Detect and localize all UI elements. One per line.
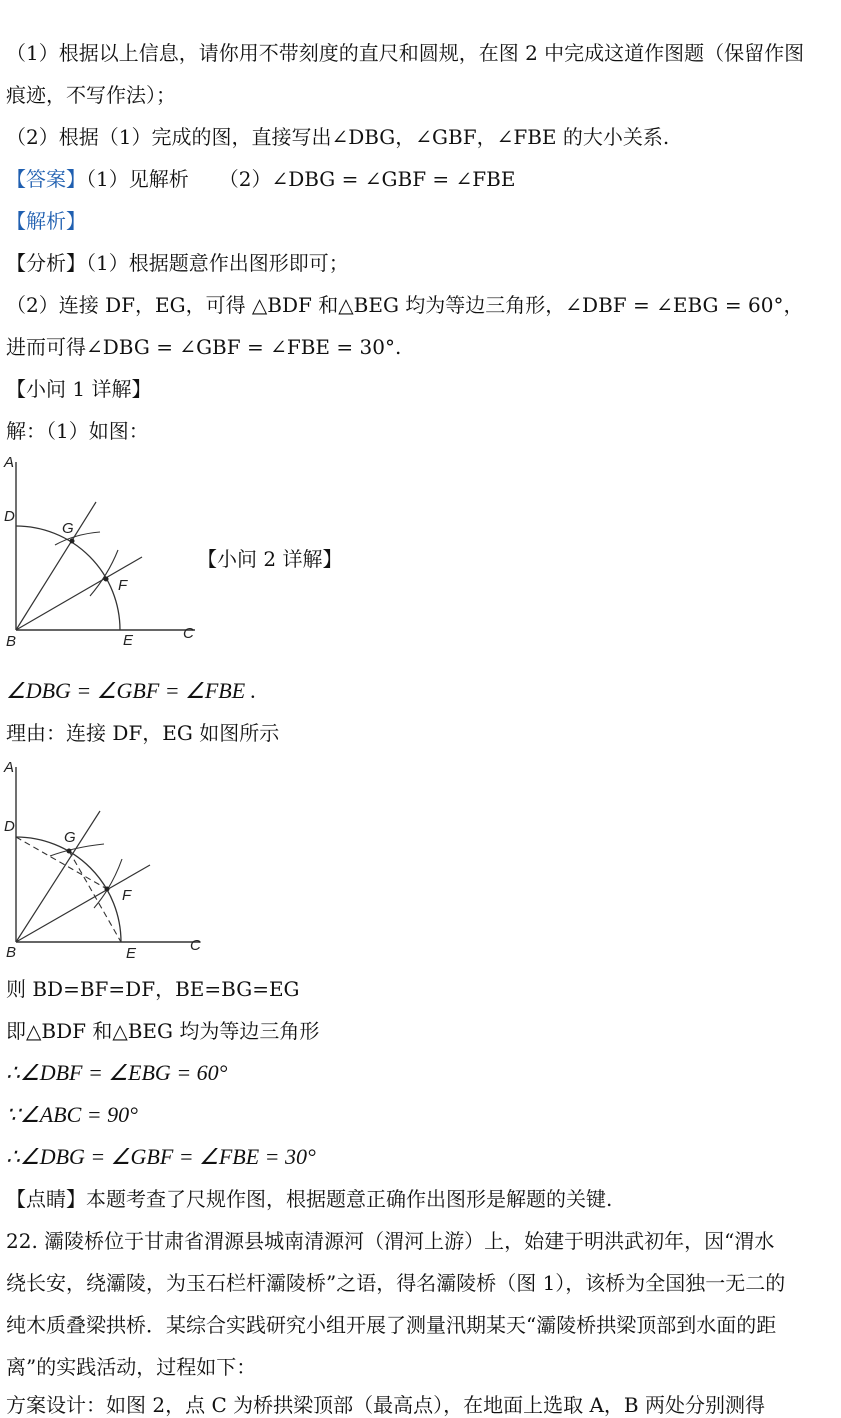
question-part-2: （2）根据（1）完成的图，直接写出∠DBG，∠GBF，∠FBE 的大小关系. <box>6 125 670 149</box>
analysis-part-1: 【分析】（1）根据题意作出图形即可； <box>6 251 349 275</box>
answer-tag: 【答案】 <box>6 167 86 191</box>
question-22-line-2: 绕长安，绕灞陵，为玉石栏杆灞陵桥”之语，得名灞陵桥（图 1），该桥为全国独一无二的 <box>6 1271 786 1295</box>
fig2-label-g: G <box>64 829 76 846</box>
fig1-label-f: F <box>118 577 128 594</box>
fig2-label-f: F <box>122 887 132 904</box>
question-22-line-5: 方案设计：如图 2，点 C 为桥拱梁顶部（最高点），在地面上选取 A，B 两处分别测得 <box>6 1393 765 1417</box>
equal-segments: 则 BD=BF=DF，BE=BG=EG <box>6 977 300 1001</box>
question-22-line-1: 22. 灞陵桥位于甘肃省渭源县城南清源河（渭河上游）上，始建于明洪武初年，因“渭水 <box>6 1229 775 1253</box>
fig2-label-e: E <box>126 945 137 962</box>
fig1-label-g: G <box>62 520 74 537</box>
answer-line <box>6 166 515 192</box>
fig1-label-e: E <box>123 632 134 649</box>
equilateral-triangles: 即△BDF 和△BEG 均为等边三角形 <box>6 1019 320 1043</box>
step-right-angle: ∵∠ABC = 90° <box>6 1102 138 1127</box>
answer-text: （1）见解析 （2）∠DBG = ∠GBF = ∠FBE <box>86 167 516 191</box>
step-angles-30: ∴∠DBG = ∠GBF = ∠FBE = 30° <box>6 1144 316 1169</box>
subquestion-2-result: ∠DBG = ∠GBF = ∠FBE . <box>6 678 257 703</box>
solution-intro: 解：（1）如图： <box>6 419 149 443</box>
question-22-line-4: 离”的实践活动，过程如下： <box>6 1355 257 1379</box>
analysis-conclusion: 进而可得∠DBG = ∠GBF = ∠FBE = 30°. <box>6 335 402 359</box>
fig1-label-a: A <box>4 454 15 471</box>
fig1-label-c: C <box>183 625 194 642</box>
subquestion-1-heading: 【小问 1 详解】 <box>6 377 152 401</box>
step-angles-60: ∴∠DBF = ∠EBG = 60° <box>6 1060 228 1085</box>
fig2-label-c: C <box>190 937 201 954</box>
question-22-line-3: 纯木质叠梁拱桥．某综合实践研究小组开展了测量汛期某天“灞陵桥拱梁顶部到水面的距 <box>6 1313 777 1337</box>
subquestion-2-heading: 【小问 2 详解】 <box>197 547 343 571</box>
construction-figure-1 <box>0 450 210 654</box>
construction-figure-2 <box>0 755 220 969</box>
reason-line: 理由：连接 DF，EG 如图所示 <box>6 721 280 745</box>
analysis-tag: 【解析】 <box>6 209 86 233</box>
key-point-note: 【点睛】本题考查了尺规作图，根据题意正确作出图形是解题的关键. <box>6 1187 613 1211</box>
fig2-label-d: D <box>4 818 15 835</box>
question-part-1-line-2: 痕迹，不写作法）； <box>6 83 176 107</box>
fig2-label-b: B <box>6 944 17 961</box>
fig1-label-b: B <box>6 633 17 650</box>
question-part-1-line-1: （1）根据以上信息，请你用不带刻度的直尺和圆规，在图 2 中完成这道作图题（保留作图 <box>6 41 805 65</box>
analysis-part-2: （2）连接 DF，EG，可得 △BDF 和△BEG 均为等边三角形，∠DBF = ∠EBG = 60°， <box>6 293 804 317</box>
fig1-label-d: D <box>4 508 15 525</box>
fig2-label-a: A <box>4 759 15 776</box>
